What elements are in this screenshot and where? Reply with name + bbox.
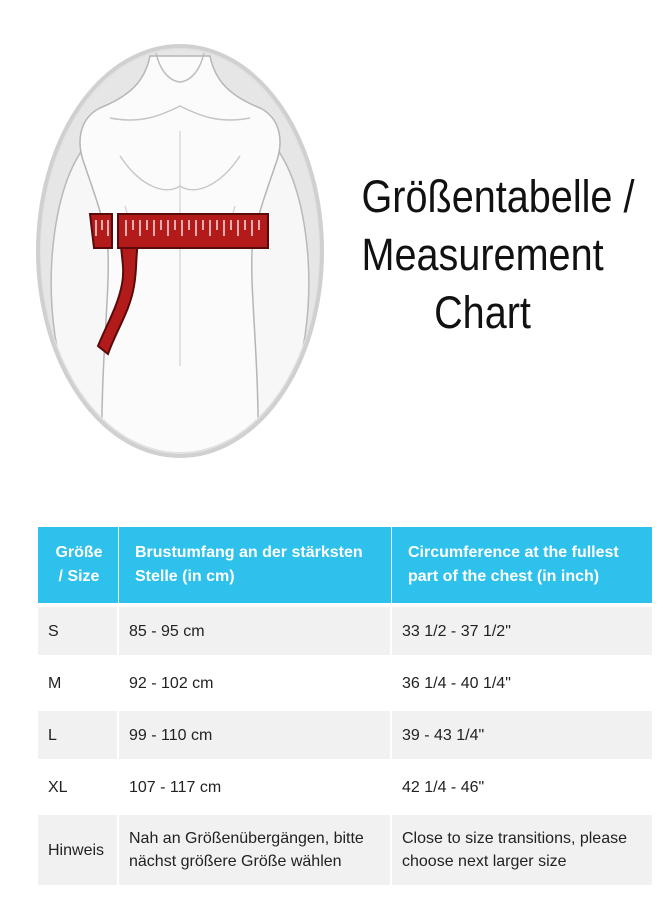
note-inch-cell: Close to size transitions, please choose next larger size — [392, 811, 652, 885]
table-row — [38, 603, 652, 655]
inch-cell: 42 1/4 - 46" — [392, 759, 652, 811]
header-chest-cm: Brustumfang an der stärksten Stelle (in cm) — [119, 527, 392, 603]
note-label: Hinweis — [38, 811, 119, 885]
cm-cell: 107 - 117 cm — [119, 759, 392, 811]
header-size: Größe / Size — [38, 527, 119, 603]
size-cell: L — [38, 707, 119, 759]
inch-cell: 39 - 43 1/4" — [392, 707, 652, 759]
table-row-note — [38, 811, 652, 885]
chest-measurement-illustration — [30, 36, 330, 466]
table-row — [38, 759, 652, 811]
inch-cell: 33 1/2 - 37 1/2" — [392, 603, 652, 655]
inch-cell: 36 1/4 - 40 1/4" — [392, 655, 652, 707]
page-title — [361, 168, 635, 342]
title-line-2: Measurement — [361, 229, 604, 280]
note-cm-cell: Nah an Größenübergängen, bitte nächst größere Größe wählen — [119, 811, 392, 885]
size-cell: M — [38, 655, 119, 707]
table-row — [38, 707, 652, 759]
size-table — [38, 527, 652, 885]
title-line-3: Chart — [434, 287, 531, 338]
table-row — [38, 655, 652, 707]
cm-cell: 85 - 95 cm — [119, 603, 392, 655]
cm-cell: 99 - 110 cm — [119, 707, 392, 759]
table-header-row — [38, 527, 652, 603]
size-cell: S — [38, 603, 119, 655]
title-line-1: Größentabelle / — [361, 171, 635, 222]
header-chest-inch: Circumference at the fullest part of the chest (in inch) — [392, 527, 652, 603]
cm-cell: 92 - 102 cm — [119, 655, 392, 707]
size-cell: XL — [38, 759, 119, 811]
